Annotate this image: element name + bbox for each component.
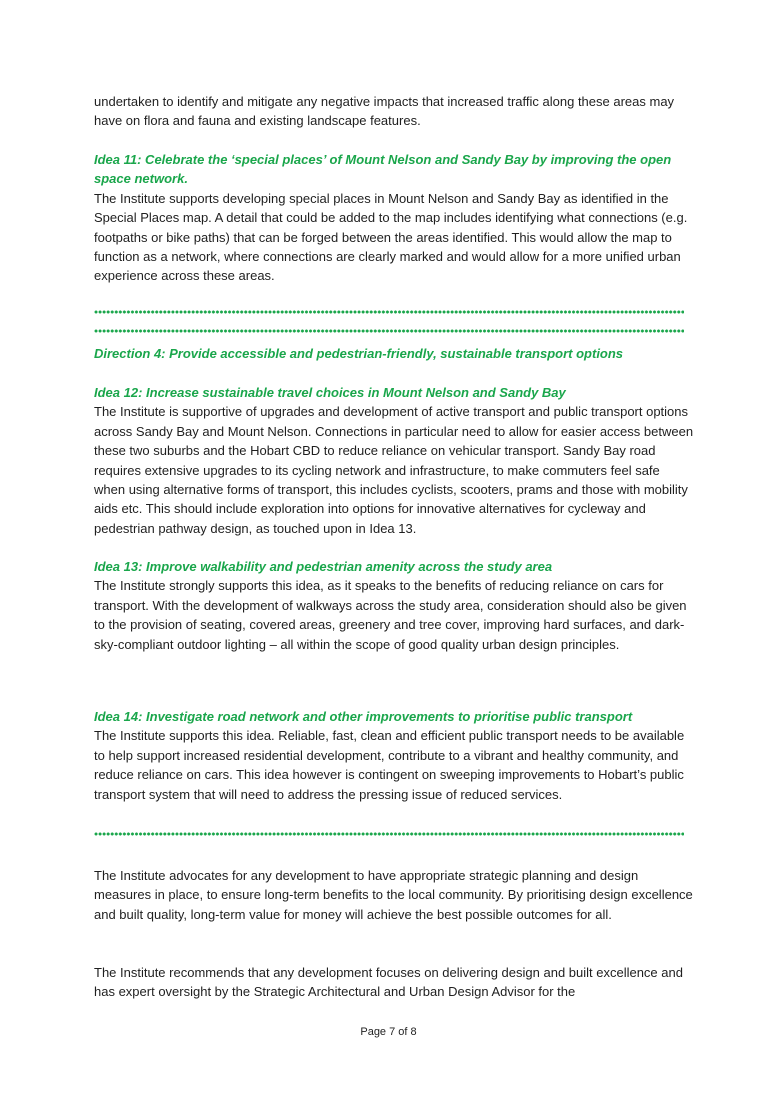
dotted-divider [94,328,684,334]
closing-paragraph-2: The Institute recommends that any development focuses on delivering design and built excellence and has expert oversight by the Strategic Architectural and Urban Design Advisor for the [94,965,683,1000]
direction-4-heading: Direction 4: Provide accessible and pedestrian-friendly, sustainable transport options [94,346,624,361]
dotted-divider [94,831,684,837]
idea-11-section [94,150,694,286]
idea-14-body: The Institute supports this idea. Reliable, fast, clean and efficient public transport needs to be available to help support increased residential development, contribute to a vibrant and healthy community, and reduce reliance on cars. This idea however is contingent on sweeping improvements to Hobart’s public transport system that will need to address the pressing issue of reduced services. [94,728,685,802]
idea-12-heading: Idea 12: Increase sustainable travel choices in Mount Nelson and Sandy Bay [94,385,566,400]
closing-paragraph-1: The Institute advocates for any development to have appropriate strategic planning and design measures in place, to ensure long-term benefits to the local community. By prioritising design excellence and built quality, long-term value for money will achieve the best possible outcomes for all. [94,868,693,922]
dotted-divider [94,309,684,315]
idea-13-body: The Institute strongly supports this idea, as it speaks to the benefits of reducing reliance on cars for transport. With the development of walkways across the study area, consideration should also be given to the provision of seating, covered areas, greenery and tree cover, improving hard surfaces, and dark-sky-compliant outdoor lighting – all within the scope of good quality urban design principles. [94,578,687,652]
idea-13-heading: Idea 13: Improve walkability and pedestrian amenity across the study area [94,559,553,574]
idea-12-body: The Institute is supportive of upgrades and development of active transport and public transport options across Sandy Bay and Mount Nelson. Connections in particular need to allow for easier access between these two suburbs and the Hobart CBD to reduce reliance on vehicular transport. Sandy Bay road requires extensive upgrades to its cycling network and infrastructure, to make commuters feel safe when using alternative forms of transport, this includes cyclists, scooters, prams and those with mobility aids etc. This should include exploration into options for innovative alternatives for cycleway and pedestrian pathway design, as touched upon in Idea 13. [94,404,694,536]
idea-14-heading: Idea 14: Investigate road network and other improvements to prioritise public transport [94,709,633,724]
page-number: Page 7 of 8 [360,1026,417,1038]
idea-13-section [94,557,694,654]
idea-14-section [94,707,694,804]
idea-12-section [94,383,694,538]
idea-11-heading: Idea 11: Celebrate the ‘special places’ of Mount Nelson and Sandy Bay by improving the open space network. [94,152,672,187]
idea-11-body: The Institute supports developing special places in Mount Nelson and Sandy Bay as identified in the Special Places map. A detail that could be added to the map includes identifying what connections (e.g. footpaths or bike paths) that can be forged between the areas identified. This would allow the map to function as a network, where connections are clearly marked and would allow for a more unified urban experience across these areas. [94,190,688,284]
paragraph-intro: undertaken to identify and mitigate any negative impacts that increased traffic along these areas may have on flora and fauna and existing landscape features. [94,94,675,129]
